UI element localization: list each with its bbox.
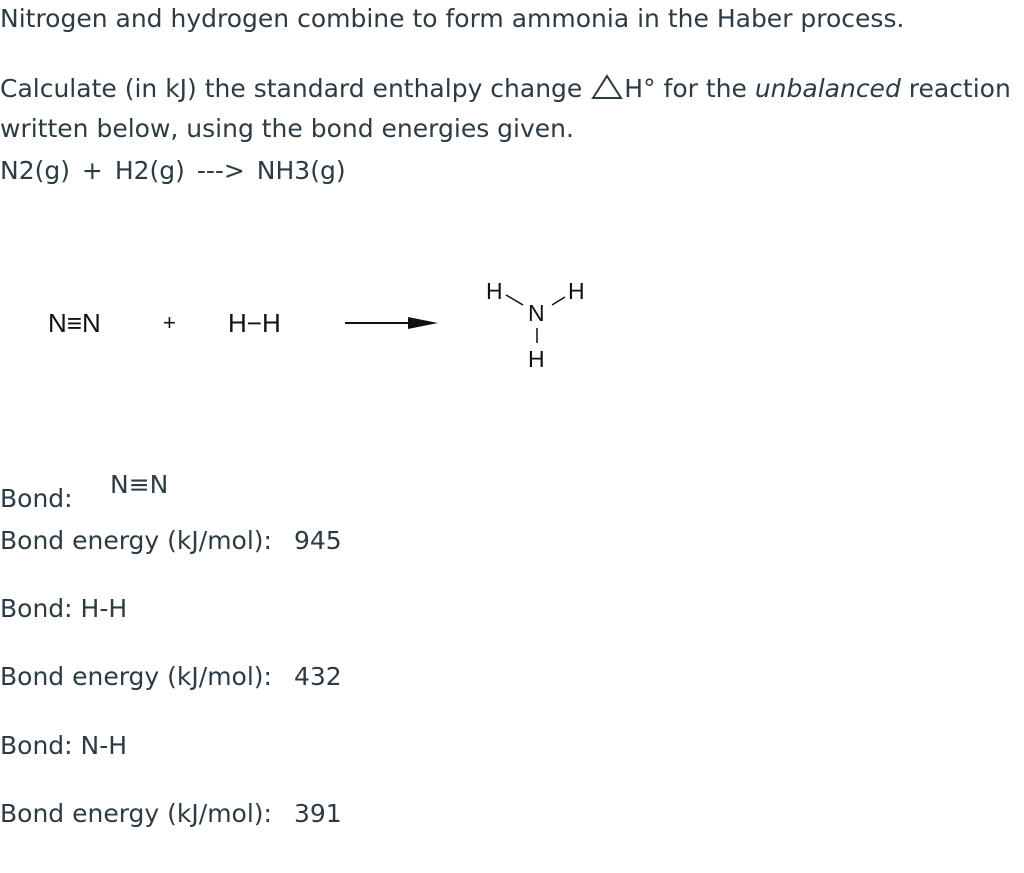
enthalpy-symbol: H° [624, 74, 656, 103]
reaction-structure [0, 255, 700, 385]
bond-energy-label: Bond energy (kJ/mol): [0, 526, 272, 555]
bond-energy-row-2 [0, 662, 342, 691]
bond-label-1: Bond: [0, 484, 73, 513]
intro-text: Nitrogen and hydrogen combine to form ammonia in the Haber process. [0, 4, 905, 33]
bond-energy-label: Bond energy (kJ/mol): [0, 662, 272, 691]
h2-formula: H−H [228, 308, 281, 338]
bond-energy-row-3 [0, 799, 342, 828]
bond-name-1: N≡N [110, 470, 169, 499]
bond-energy-row-1 [0, 526, 342, 555]
nh3-h-right: H [568, 278, 585, 304]
bond-energy-value: 432 [293, 662, 342, 691]
unbalanced-emphasis: unbalanced [754, 74, 901, 103]
bond-energy-label: Bond energy (kJ/mol): [0, 799, 272, 828]
nh3-h-bottom: H [528, 346, 545, 372]
bond-label: Bond: [0, 594, 73, 623]
nh3-n: N [528, 300, 545, 326]
bond-energy-value: 391 [293, 799, 342, 828]
reaction-arrow-head [408, 317, 438, 329]
plus-sign: + [163, 310, 176, 335]
bond-row-2 [0, 594, 127, 623]
n2-formula: N≡N [48, 308, 101, 338]
bond-energy-value: 945 [293, 526, 342, 555]
nh3-bond-left [506, 295, 523, 305]
delta-icon [590, 74, 624, 100]
nh3-h-left: H [486, 278, 503, 304]
reaction-equation: N2(g) + H2(g) ---> NH3(g) [0, 156, 346, 185]
question-mid: for the [655, 74, 755, 103]
question-line-2: written below, using the bond energies given. [0, 114, 574, 143]
question-pre: Calculate (in kJ) the standard enthalpy change [0, 74, 591, 103]
question-post: reaction [900, 74, 1011, 103]
bond-name: H-H [80, 594, 128, 623]
nh3-bond-right [552, 297, 565, 305]
bond-name: N-H [80, 731, 128, 760]
bond-label: Bond: [0, 731, 73, 760]
question-line-1 [0, 74, 1011, 104]
bond-row-3 [0, 731, 127, 760]
